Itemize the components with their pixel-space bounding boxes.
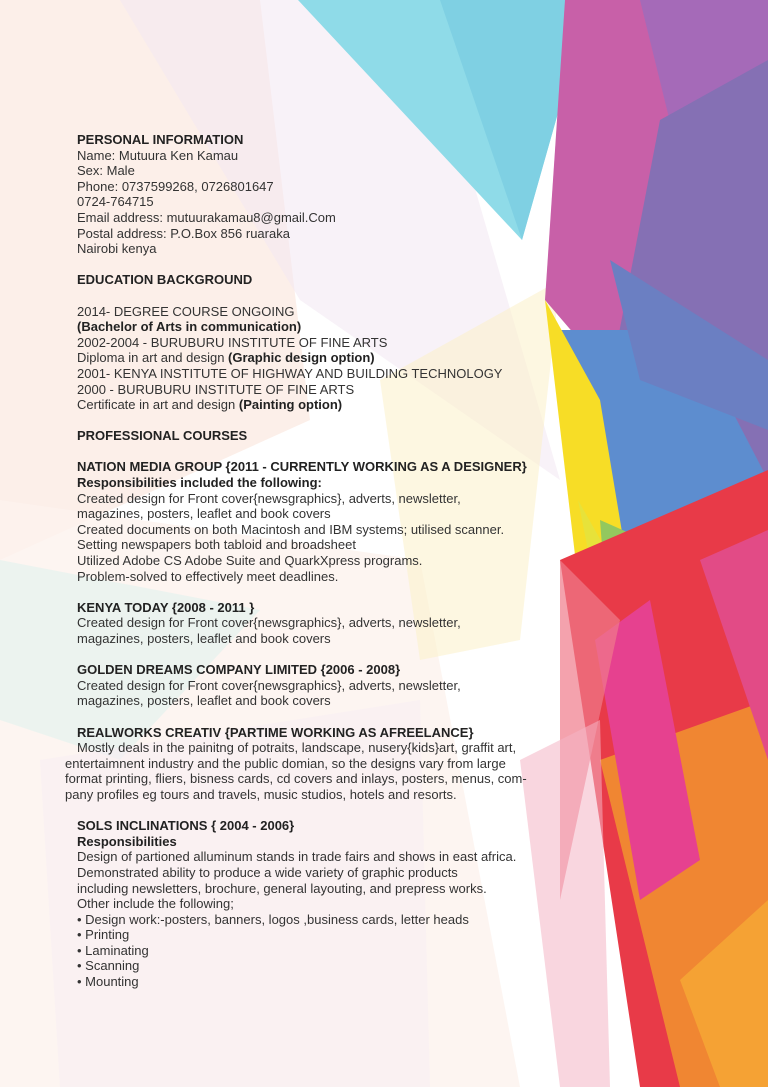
nation-media-subheading: Responsibilities included the following: <box>77 475 322 491</box>
realworks-line: pany profiles eg tours and travels, music studios, hotels and resorts. <box>65 786 457 802</box>
education-degree: 2014- DEGREE COURSE ONGOING <box>77 303 295 319</box>
education-diploma: Diploma in art and design <box>77 350 229 366</box>
nation-media-line: magazines, posters, leaflet and book covers <box>77 506 331 522</box>
personal-info-heading: PERSONAL INFORMATION <box>77 132 244 147</box>
professional-courses-heading: PROFESSIONAL COURSES <box>77 428 248 444</box>
education-certificate-option: (Painting option) <box>238 397 343 413</box>
sols-bullet: • Mounting <box>77 974 139 990</box>
kenya-today-line: Created design for Front cover{newsgraphics}, adverts, newsletter, <box>77 615 461 631</box>
personal-phone: Phone: 0737599268, 0726801647 <box>77 178 274 194</box>
sols-line: Other include the following; <box>77 896 234 912</box>
education-buruburu-2000: 2000 - BURUBURU INSTITUTE OF FINE ARTS <box>77 381 355 397</box>
education-diploma-option: (Graphic design option) <box>228 350 375 366</box>
kenya-today-heading: KENYA TODAY {2008 - 2011 } <box>77 599 255 615</box>
sols-line: including newsletters, brochure, general layouting, and prepress works. <box>77 880 487 896</box>
golden-dreams-line: Created design for Front cover{newsgraphics}, adverts, newsletter, <box>77 677 461 693</box>
realworks-line: format printing, fliers, bisness cards, cd covers and inlays, posters, menus, com- <box>65 771 527 787</box>
nation-media-line: Created design for Front cover{newsgraphics}, adverts, newsletter, <box>77 490 461 506</box>
education-certificate-line <box>77 397 768 413</box>
sols-bullet: • Laminating <box>77 942 149 958</box>
personal-postal: Postal address: P.O.Box 856 ruaraka <box>77 225 290 241</box>
nation-media-line: Created documents on both Macintosh and IBM systems; utilised scanner. <box>77 521 505 537</box>
sols-heading: SOLS INCLINATIONS { 2004 - 2006} <box>77 818 295 834</box>
sols-line: Demonstrated ability to produce a wide variety of graphic products <box>77 864 458 880</box>
realworks-first-line: Mostly deals in the painitng of potraits, landscape, nusery{kids}art, graffit art, <box>77 740 517 756</box>
personal-phone-2: 0724-764715 <box>77 194 154 210</box>
personal-sex: Sex: Male <box>77 163 135 179</box>
education-diploma-line <box>77 350 768 366</box>
golden-dreams-line: magazines, posters, leaflet and book covers <box>77 693 331 709</box>
education-kenya-institute: 2001- KENYA INSTITUTE OF HIGHWAY AND BUILDING TECHNOLOGY <box>77 365 503 381</box>
sols-bullet: • Design work:-posters, banners, logos ,business cards, letter heads <box>77 911 469 927</box>
sols-bullet: • Scanning <box>77 958 140 974</box>
realworks-heading: REALWORKS CREATIV {PARTIME WORKING AS AFREELANCE} <box>77 724 474 740</box>
nation-media-heading: NATION MEDIA GROUP {2011 - CURRENTLY WORKING AS A DESIGNER} <box>77 459 527 475</box>
resume-document <box>0 132 768 990</box>
nation-media-line: Problem-solved to effectively meet deadlines. <box>77 568 339 584</box>
education-certificate: Certificate in art and design <box>77 397 239 413</box>
nation-media-line: Setting newspapers both tabloid and broadsheet <box>77 537 356 553</box>
sols-bullet: • Printing <box>77 927 130 943</box>
education-degree-detail: (Bachelor of Arts in communication) <box>77 319 302 335</box>
kenya-today-line: magazines, posters, leaflet and book covers <box>77 631 331 646</box>
education-buruburu-2002: 2002-2004 - BURUBURU INSTITUTE OF FINE ARTS <box>77 334 388 350</box>
golden-dreams-heading: GOLDEN DREAMS COMPANY LIMITED {2006 - 2008} <box>77 662 401 678</box>
personal-email: Email address: mutuurakamau8@gmail.Com <box>77 209 336 225</box>
nation-media-line: Utilized Adobe CS Adobe Suite and QuarkXpress programs. <box>77 553 423 569</box>
personal-city: Nairobi kenya <box>77 241 157 257</box>
personal-name: Name: Mutuura Ken Kamau <box>77 147 239 163</box>
realworks-line: entertaimnent industry and the public domian, so the designs vary from large <box>65 755 506 771</box>
education-heading: EDUCATION BACKGROUND <box>77 272 253 288</box>
sols-line: Design of partioned alluminum stands in trade fairs and shows in east africa. <box>77 849 517 865</box>
sols-subheading: Responsibilities <box>77 833 177 849</box>
